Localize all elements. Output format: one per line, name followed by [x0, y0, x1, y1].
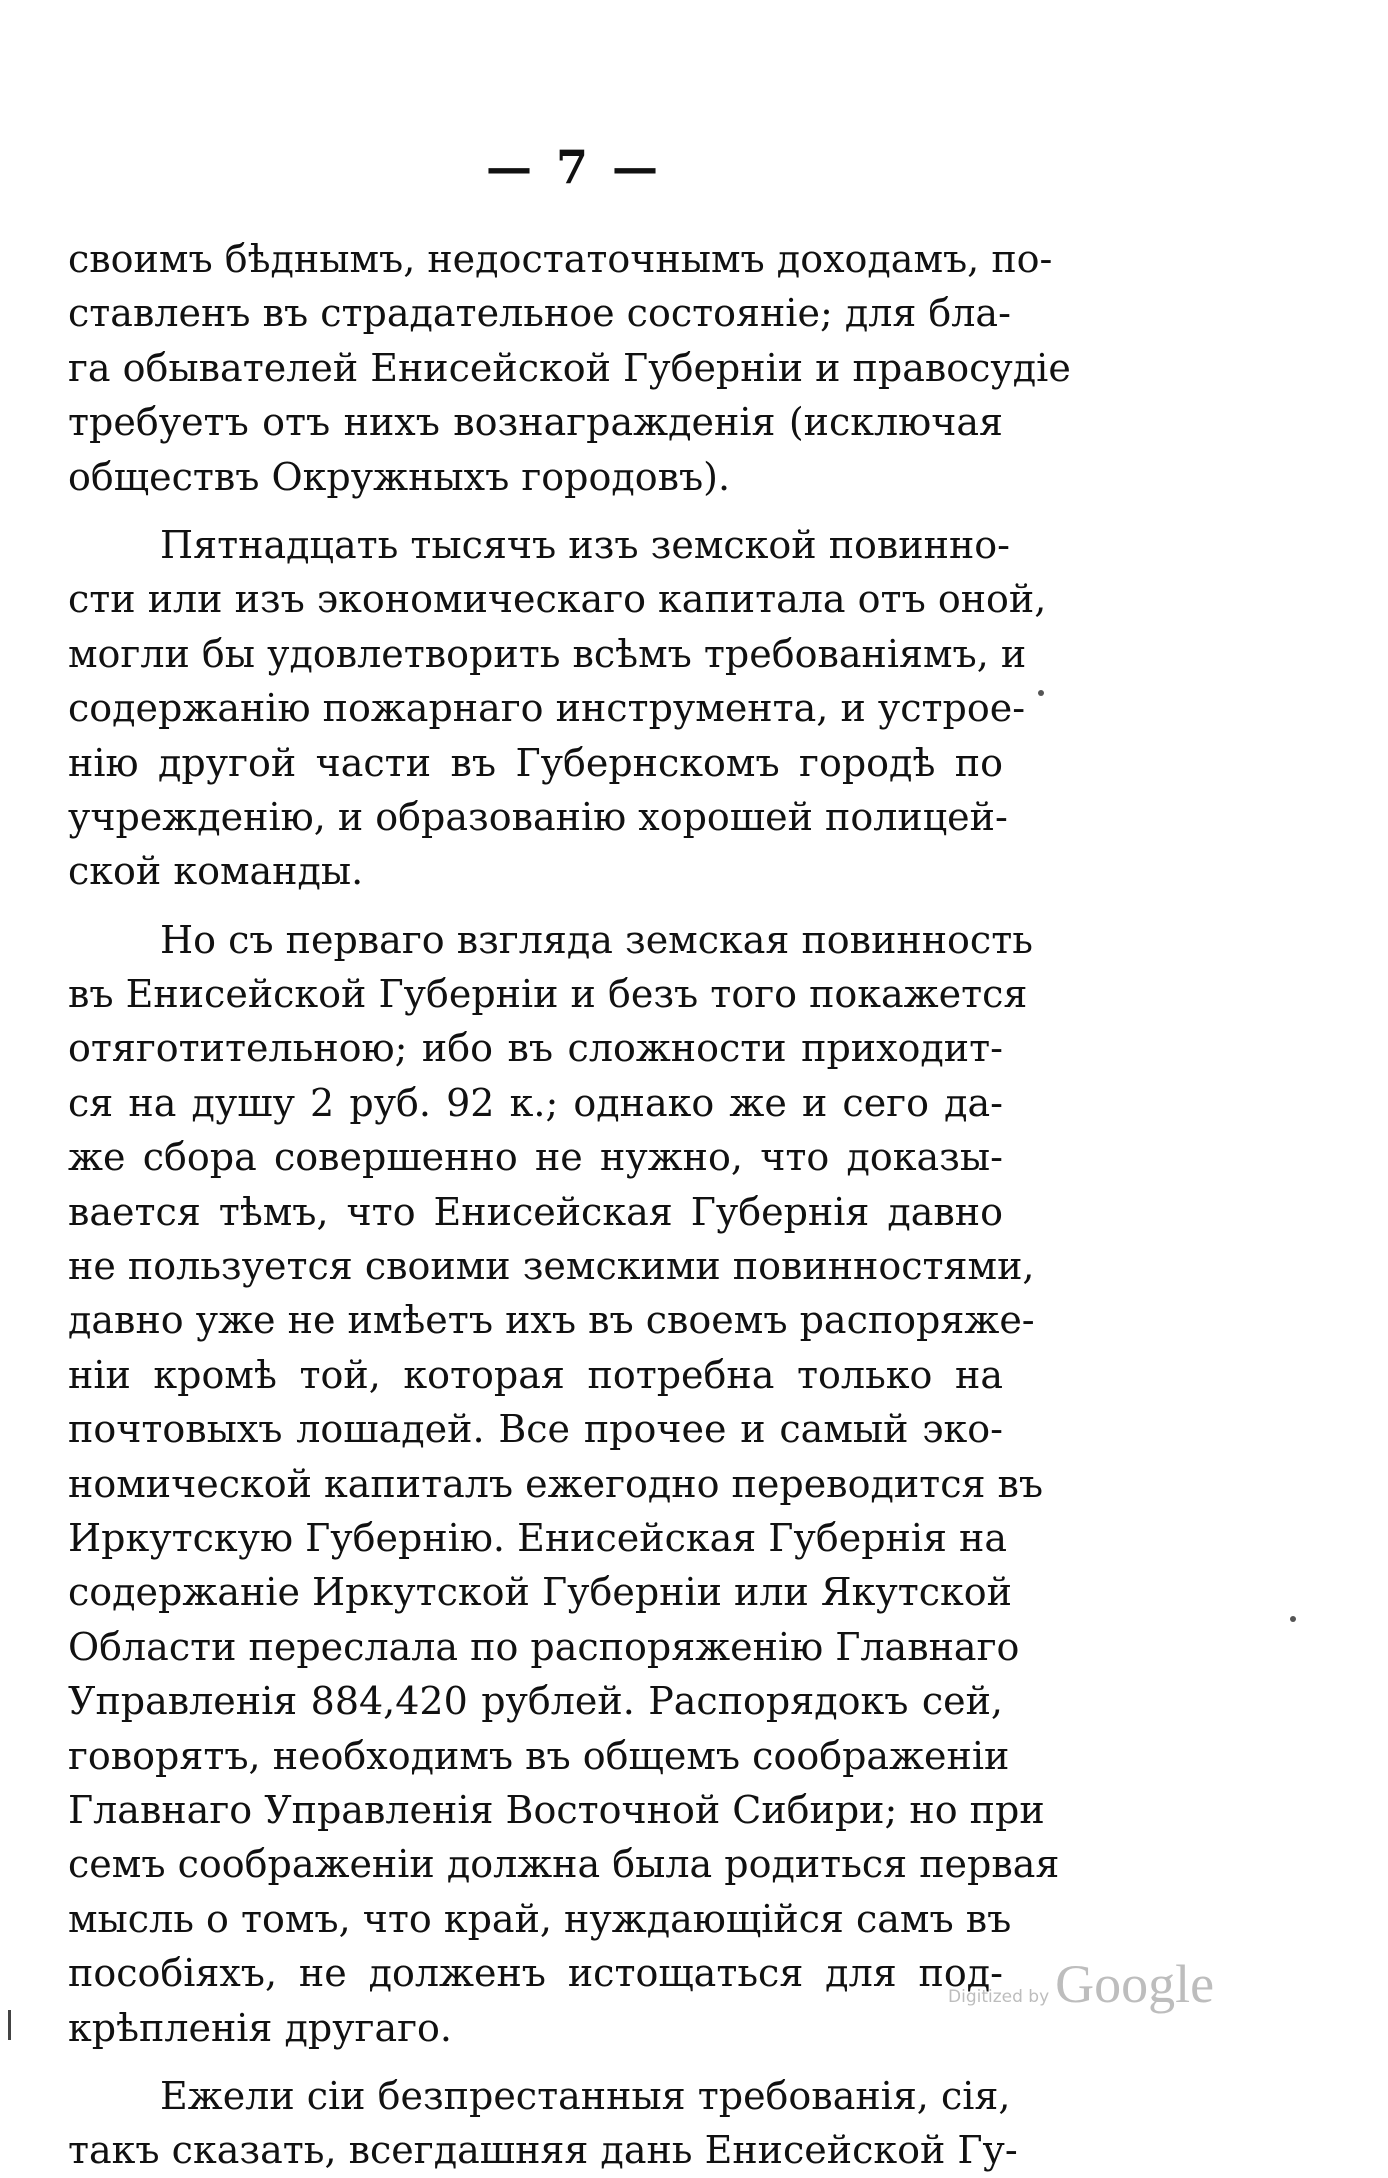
- google-logo: Google: [1055, 1954, 1215, 2014]
- text-line: Главнаго Управленія Восточной Сибири; но при: [68, 1787, 1045, 1832]
- margin-mark: [8, 2010, 11, 2040]
- text-line: содержанію пожарнаго инструмента, и устрое-: [68, 686, 1026, 731]
- google-watermark: [948, 1953, 1214, 2013]
- text-line: Ежели сіи безпрестанныя требованія, сія,: [160, 2073, 1011, 2118]
- text-line: почтовыхъ лошадей. Все прочее и самый эко-: [68, 1407, 1003, 1452]
- text-line: не пользуется своими земскими повинностями,: [68, 1244, 1035, 1289]
- text-line: въ Енисейской Губерніи и безъ того покажется: [68, 972, 1028, 1017]
- text-line: сти или изъ экономическаго капитала отъ оной,: [68, 577, 1047, 622]
- text-line: ніи кромѣ той, которая потребна только на: [68, 1352, 1003, 1397]
- text-line: учрежденію, и образованію хорошей полицей-: [68, 794, 1008, 839]
- text-line: же сбора совершенно не нужно, что доказы-: [68, 1135, 1003, 1180]
- text-line: вается тѣмъ, что Енисейская Губернія давно: [68, 1189, 1003, 1234]
- text-line: номической капиталъ ежегодно переводится въ: [68, 1461, 1044, 1506]
- body-text: [68, 232, 1071, 2178]
- text-line: ставленъ въ страдательное состояніе; для бла-: [68, 291, 1011, 336]
- text-line: га обывателей Енисейской Губерніи и правосудіе: [68, 345, 1071, 390]
- text-line: ской команды.: [68, 849, 364, 894]
- text-line: такъ сказать, всегдашняя дань Енисейской Гу-: [68, 2128, 1018, 2173]
- paragraph-1: [68, 232, 1071, 504]
- text-line: обществъ Окружныхъ городовъ).: [68, 454, 731, 499]
- speck: [1038, 690, 1044, 696]
- page-number: — 7 —: [485, 140, 663, 194]
- text-line: Пятнадцать тысячъ изъ земской повинно-: [160, 522, 1010, 567]
- text-line: могли бы удовлетворить всѣмъ требованіямъ, и: [68, 631, 1027, 676]
- text-line: Но съ перваго взгляда земская повинность: [160, 917, 1033, 962]
- text-line: Иркутскую Губернію. Енисейская Губернія на: [68, 1515, 1008, 1560]
- paragraph-4: [68, 2069, 1018, 2178]
- speck: [1290, 1616, 1296, 1622]
- text-line: нію другой части въ Губернскомъ городѣ по: [68, 740, 1003, 785]
- text-line: Управленія 884,420 рублей. Распорядокъ сей,: [68, 1679, 1003, 1724]
- text-line: пособіяхъ, не долженъ истощаться для под-: [68, 1951, 1003, 1996]
- paragraph-spacer: [68, 2055, 1003, 2069]
- text-line: требуетъ отъ нихъ вознагражденія (исключая: [68, 400, 1003, 445]
- paragraph-3: [68, 913, 1060, 2055]
- text-line: давно уже не имѣетъ ихъ въ своемъ распоряже-: [68, 1298, 1035, 1343]
- text-line: отяготительною; ибо въ сложности приходит-: [68, 1026, 1003, 1071]
- text-line: говорятъ, необходимъ въ общемъ соображеніи: [68, 1733, 1010, 1778]
- watermark-prefix: Digitized by: [948, 1987, 1050, 2007]
- text-line: своимъ бѣднымъ, недостаточнымъ доходамъ, по-: [68, 237, 1053, 281]
- text-line: ся на душу 2 руб. 92 к.; однако же и сего да-: [68, 1080, 1003, 1125]
- text-line: содержаніе Иркутской Губерніи или Якутской: [68, 1570, 1012, 1615]
- paragraph-spacer: [68, 899, 1003, 913]
- text-line: Области переслала по распоряженію Главнаго: [68, 1624, 1020, 1669]
- paragraph-spacer: [68, 504, 1003, 518]
- paragraph-2: [68, 518, 1047, 899]
- text-line: мысль о томъ, что край, нуждающійся самъ въ: [68, 1896, 1012, 1941]
- text-line: крѣпленія другаго.: [68, 2005, 452, 2050]
- text-line: семъ соображеніи должна была родиться первая: [68, 1842, 1060, 1887]
